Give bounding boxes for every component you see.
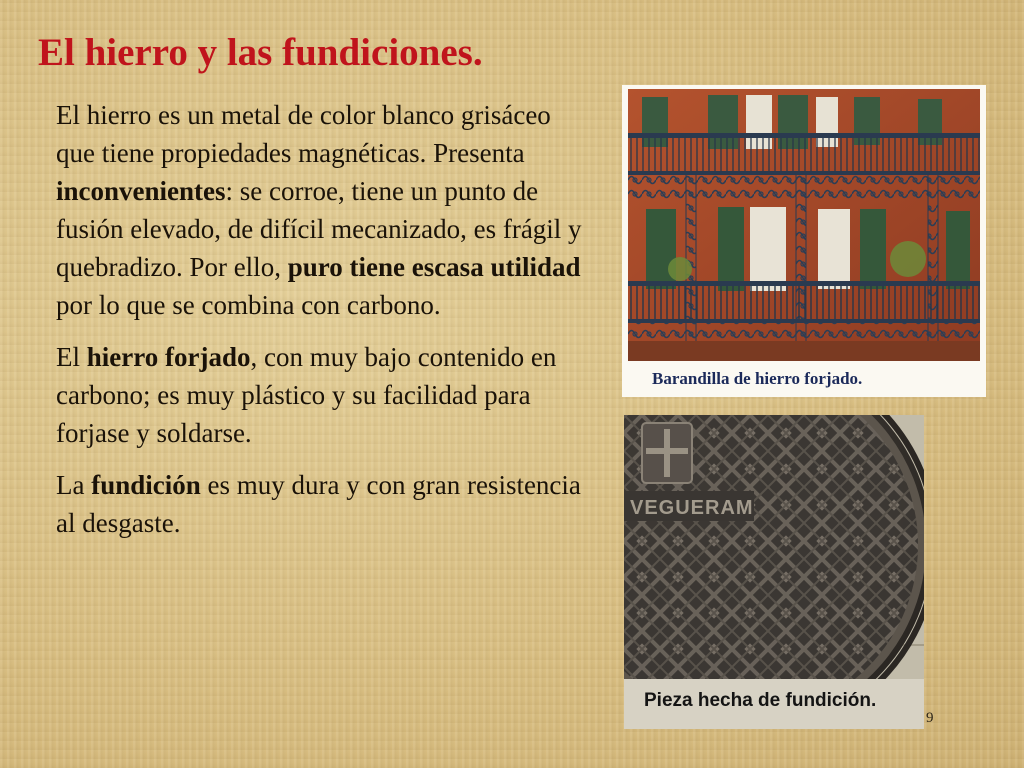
slide-number: 9 [926,710,934,726]
text-segment-bold: fundición [91,470,201,500]
body-text [56,96,584,556]
paragraph-cast-iron [56,466,584,542]
text-segment: La [56,470,92,500]
text-segment: El [56,342,87,372]
manhole-embossed-text: VEGUERAM [630,497,754,519]
text-segment: , con muy bajo contenido en carbono; es muy plástico y su facilidad para forjase y soldarse. [56,342,557,448]
text-segment: por lo que se combina con carbono. [56,290,441,320]
paragraph-wrought-iron [56,338,584,452]
text-segment-bold: puro tiene escasa utilidad [287,252,581,282]
text-segment-bold: inconvenientes [56,176,226,206]
text-segment: es muy dura y con gran resistencia al desgaste. [56,470,581,538]
manhole-photo [624,415,924,729]
text-segment: El hierro es un metal de color blanco grisáceo que tiene propiedades magnéticas. Presenta [56,100,551,168]
text-segment: : se corroe, tiene un punto de fusión elevado, de difícil mecanizado, es frágil y quebradizo. Por ello, [56,176,582,282]
balcony-illustration [628,89,980,361]
text-segment-bold: hierro forjado [86,342,251,372]
paragraph-iron-intro [56,96,584,324]
manhole-caption: Pieza hecha de fundición. [644,690,877,711]
balcony-caption: Barandilla de hierro forjado. [652,369,863,388]
balcony-photo [628,89,980,361]
slide-title: El hierro y las fundiciones. [38,31,483,74]
manhole-illustration [624,415,924,729]
